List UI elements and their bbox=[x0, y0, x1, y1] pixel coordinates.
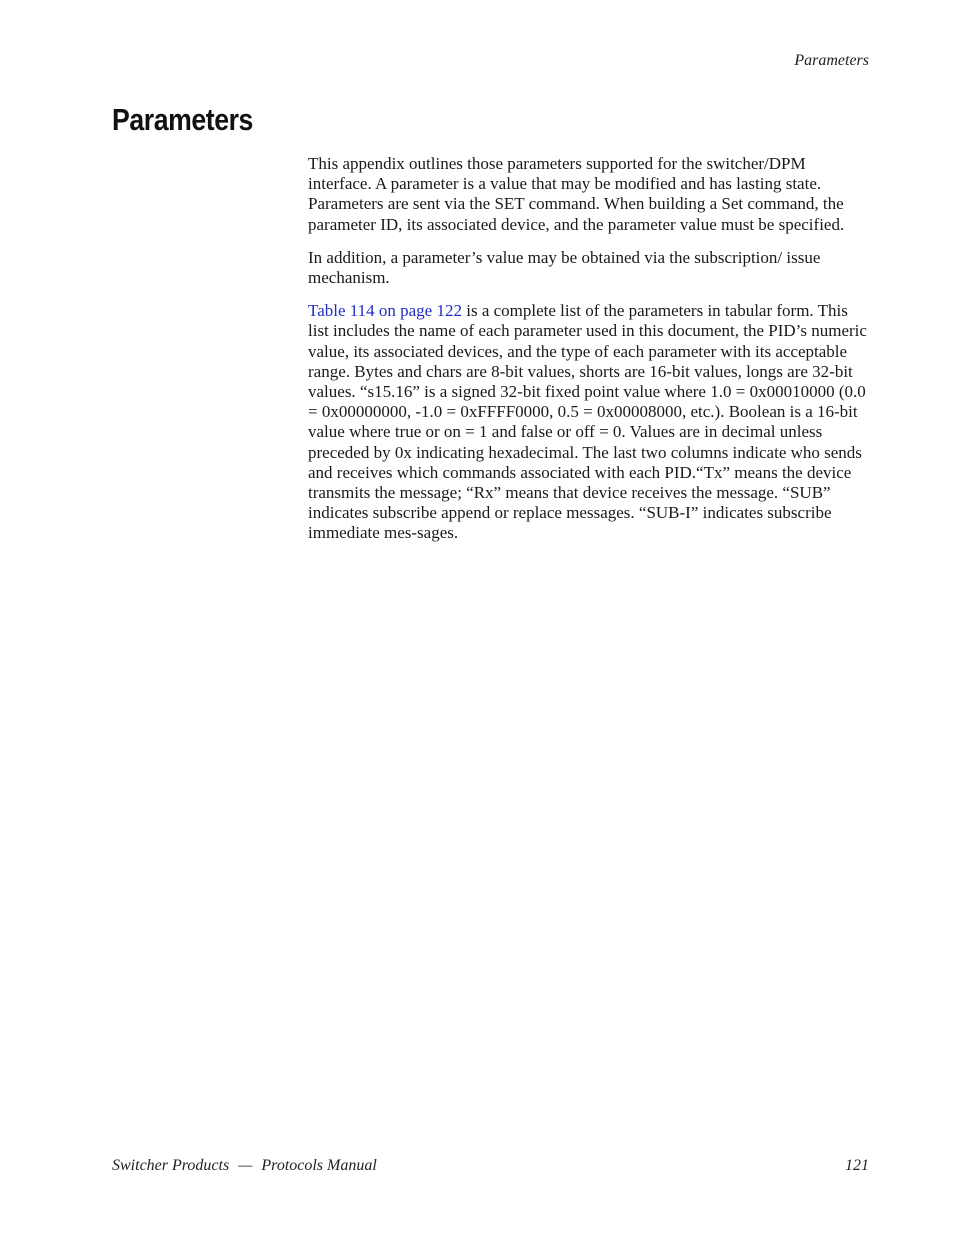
table-reference-link[interactable]: Table 114 on page 122 bbox=[308, 301, 462, 321]
paragraph-table-text: is a complete list of the parameters in tabular form. This list includes the name of each parameter used in this document, the PID’s numeric value, its associated devices, and the type of each parameter with its acceptable range. Bytes and chars are 8-bit values, shorts are 16-bit values, longs are 32-bit values. “s15.16” is a signed 32-bit fixed point value where 1.0 = 0x00010000 (0.0 = 0x00000000, -1.0 = 0xFFFF0000, 0.5 = 0x00008000, etc.). Boolean is a 16-bit value where true or on = 1 and false or off = 0. Values are in decimal unless preceded by 0x indicating hexadecimal. The last two columns indicate who sends and receives which commands associated with each PID.“Tx” means the device transmits the message; “Rx” means that device receives the message. “SUB” indicates subscribe append or replace messages. “SUB-I” indicates subscribe immediate mes-sages. bbox=[308, 301, 867, 543]
footer-manual-title bbox=[112, 1156, 377, 1176]
page-number: 121 bbox=[845, 1157, 869, 1174]
running-header: Parameters bbox=[794, 52, 869, 69]
body-text bbox=[308, 154, 868, 557]
footer-subtitle: Protocols Manual bbox=[261, 1157, 377, 1174]
footer-product: Switcher Products bbox=[112, 1157, 230, 1174]
paragraph-table-description bbox=[308, 301, 868, 543]
footer-separator: — bbox=[238, 1157, 253, 1174]
paragraph-subscription: In addition, a parameter’s value may be obtained via the subscription/ issue mechanism. bbox=[308, 247, 821, 288]
paragraph-intro: This appendix outlines those parameters supported for the switcher/DPM interface. A parameter is a value that may be modified and has lasting state. Parameters are sent via the SET command. When building a Set command, the parameter ID, its associated device, and the parameter value must be specified. bbox=[308, 154, 845, 234]
page-title: Parameters bbox=[112, 102, 253, 137]
